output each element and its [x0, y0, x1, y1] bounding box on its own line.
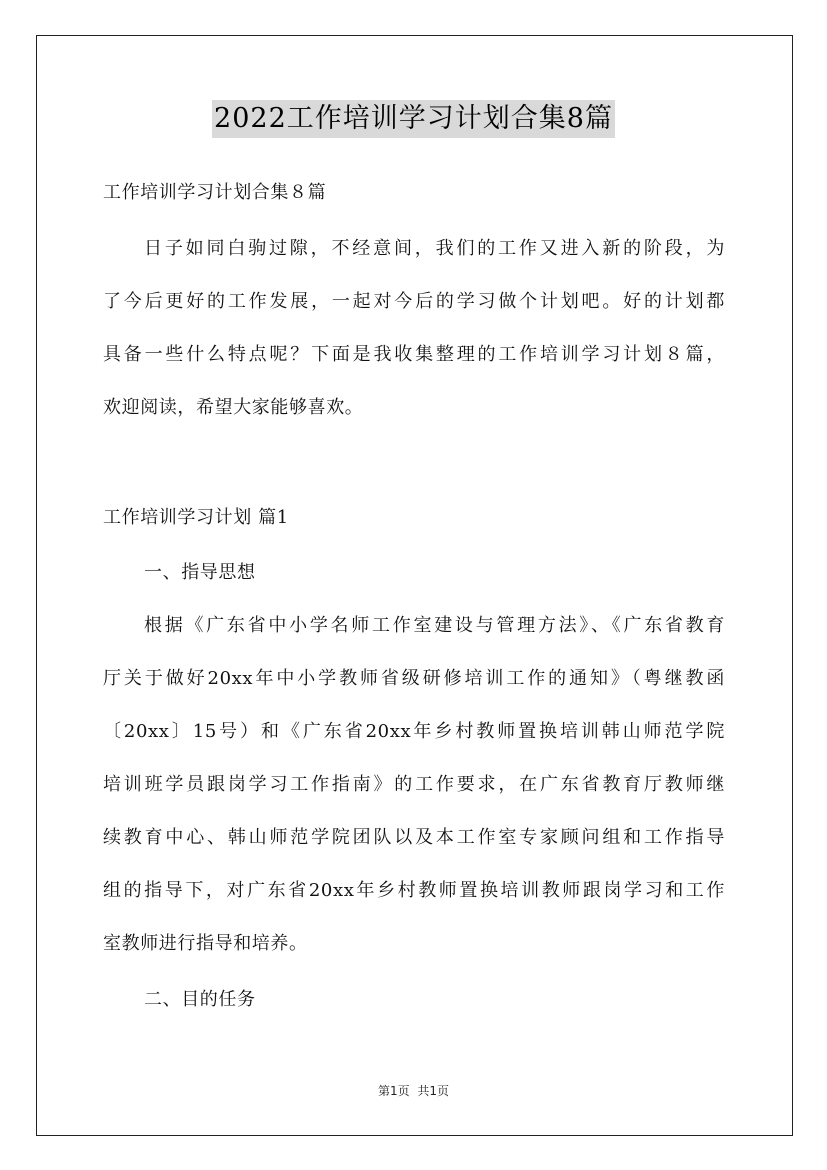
page-total: 共1页	[417, 1084, 449, 1098]
body-line: 培训班学员跟岗学习工作指南》的工作要求，在广东省教育厅教师继	[103, 774, 725, 795]
section-heading: 工作培训学习计划 篇1	[103, 507, 289, 528]
body-line: 厅关于做好20xx年中小学教师省级研修培训工作的通知》（粤继教函	[103, 668, 725, 689]
page-number: 第1页	[378, 1084, 410, 1098]
title-container	[0, 100, 827, 138]
body-line: 组的指导下，对广东省20xx年乡村教师置换培训教师跟岗学习和工作	[103, 880, 725, 901]
body-line: 续教育中心、韩山师范学院团队以及本工作室专家顾问组和工作指导	[103, 827, 725, 848]
intro-line: 具备一些什么特点呢？下面是我收集整理的工作培训学习计划８篇，	[103, 344, 725, 365]
document-subtitle: 工作培训学习计划合集８篇	[103, 182, 327, 203]
body-line: 根据《广东省中小学名师工作室建设与管理方法》、《广东省教育	[144, 615, 725, 636]
body-line: 〔20xx〕15号）和《广东省20xx年乡村教师置换培训韩山师范学院	[103, 721, 725, 742]
body-line: 室教师进行指导和培养。	[103, 933, 308, 954]
intro-line: 欢迎阅读，希望大家能够喜欢。	[103, 397, 364, 418]
heading-objectives: 二、目的任务	[144, 989, 256, 1010]
document-title: 2022工作培训学习计划合集8篇	[212, 100, 615, 138]
heading-guiding-ideology: 一、指导思想	[144, 562, 256, 583]
page-footer	[0, 1083, 827, 1099]
intro-line: 了今后更好的工作发展，一起对今后的学习做个计划吧。好的计划都	[103, 291, 725, 312]
intro-line: 日子如同白驹过隙，不经意间，我们的工作又进入新的阶段，为	[144, 238, 725, 259]
